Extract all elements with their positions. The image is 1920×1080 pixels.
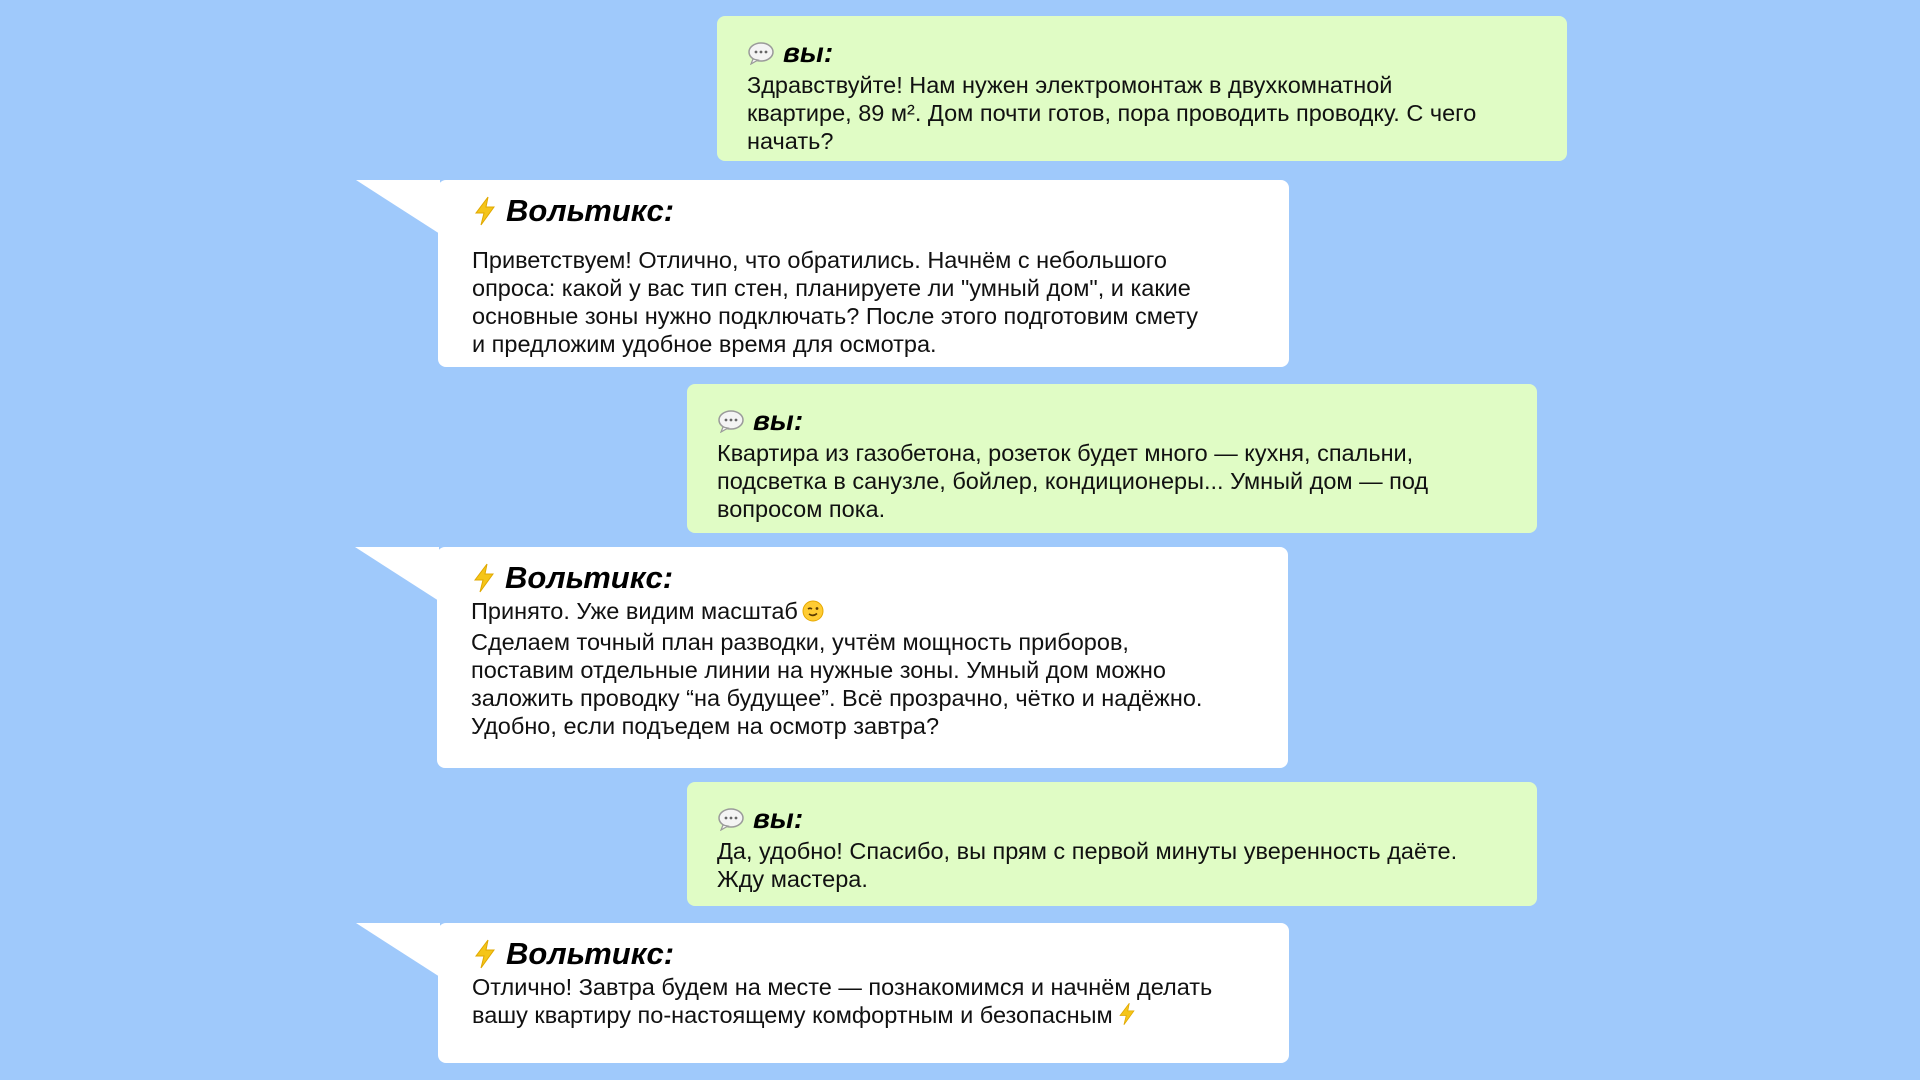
- sender-name: Вольтикс:: [506, 193, 675, 228]
- speech-bubble-icon: [747, 41, 775, 65]
- message-text-line: Принято. Уже видим масштаб: [471, 598, 798, 625]
- message-sender: [717, 804, 1507, 835]
- lightning-icon: [471, 563, 497, 593]
- sender-name: вы:: [753, 803, 804, 834]
- sender-name: Вольтикс:: [505, 560, 674, 595]
- bubble-tail: [355, 547, 439, 601]
- lightning-icon: [472, 196, 498, 226]
- winking-face-emoji: [802, 600, 824, 628]
- message-bot: [438, 923, 1289, 1063]
- message-sender: [471, 561, 1254, 595]
- message-user: [687, 782, 1537, 906]
- bubble-tail: [356, 180, 440, 234]
- message-user: [687, 384, 1537, 533]
- message-text-content: Отлично! Завтра будем на месте — познакомимся и начнём делать вашу квартиру по-настоящему комфортным и безопасным: [472, 974, 1213, 1029]
- lightning-icon: [472, 939, 498, 969]
- message-text: [471, 597, 1254, 740]
- message-text: Приветствуем! Отлично, что обратились. Начнём с небольшого опроса: какой у вас тип стен, планируете ли "умный дом", и какие основные зоны нужно подключать? После этого подготовим смету и предложим удобное время для осмотра.: [472, 247, 1198, 358]
- message-text: Здравствуйте! Нам нужен электромонтаж в двухкомнатной квартире, 89 м². Дом почти готов, пора проводить проводку. С чего начать?: [747, 71, 1477, 154]
- sender-name: Вольтикс:: [506, 936, 675, 971]
- sender-name: вы:: [783, 37, 834, 68]
- message-sender: [472, 937, 1255, 971]
- message-sender: [747, 38, 1537, 69]
- bubble-tail: [356, 923, 440, 977]
- message-text: Да, удобно! Спасибо, вы прям с первой минуты уверенность даёте. Жду мастера.: [717, 837, 1458, 892]
- speech-bubble-icon: [717, 807, 745, 831]
- lightning-emoji: [1117, 1002, 1137, 1032]
- sender-name: вы:: [753, 405, 804, 436]
- message-bot: [437, 547, 1288, 768]
- speech-bubble-icon: [717, 409, 745, 433]
- message-sender: [717, 406, 1507, 437]
- message-sender: [472, 194, 1255, 228]
- message-user: [717, 16, 1567, 161]
- message-text: Квартира из газобетона, розеток будет много — кухня, спальни, подсветка в санузле, бойлер, кондиционеры... Умный дом — под вопросом пока.: [717, 439, 1429, 522]
- message-bot: [438, 180, 1289, 367]
- message-text-rest: Сделаем точный план разводки, учтём мощность приборов, поставим отдельные линии на нужные зоны. Умный дом можно заложить проводку “на будущее”. Всё прозрачно, чётко и надёжно. Удобно, если подъедем на осмотр завтра?: [471, 629, 1203, 740]
- message-text: [472, 973, 1255, 1032]
